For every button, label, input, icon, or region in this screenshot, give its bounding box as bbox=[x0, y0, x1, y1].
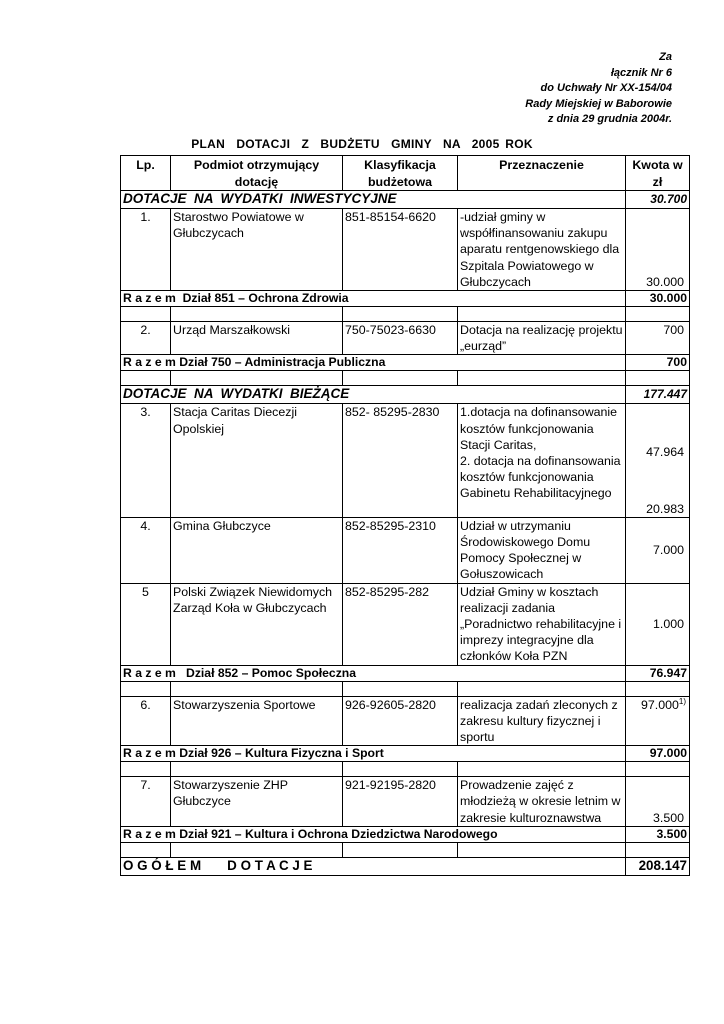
row-kwota: 7.000 bbox=[626, 517, 690, 583]
row-podmiot: Gmina Głubczyce bbox=[171, 517, 343, 583]
spacer-row bbox=[121, 371, 690, 386]
spacer-row bbox=[121, 762, 690, 777]
spacer-row bbox=[121, 842, 690, 857]
sum-amount: 700 bbox=[626, 355, 690, 371]
col-lp: Lp. bbox=[121, 156, 171, 191]
row-klasyfikacja: 852-85295-282 bbox=[343, 583, 458, 665]
row-kwota: 1.000 bbox=[626, 583, 690, 665]
section-label: DOTACJE NA WYDATKI BIEŻĄCE bbox=[121, 386, 626, 404]
sum-amount: 76.947 bbox=[626, 665, 690, 681]
sum-label bbox=[121, 665, 626, 681]
row-klasyfikacja: 852-85295-2310 bbox=[343, 517, 458, 583]
row-kwota: 30.000 bbox=[626, 209, 690, 291]
dzial-label: Dział 750 – Administracja Publiczna bbox=[179, 355, 386, 370]
col-klasyfikacja: Klasyfikacja budżetowa bbox=[343, 156, 458, 191]
kwota-value: 97.000 bbox=[640, 697, 679, 712]
page-title: PLAN DOTACJI Z BUDŻETU GMINY NA 2005 ROK bbox=[191, 137, 533, 151]
spacer-row bbox=[121, 681, 690, 696]
section-amount: 30.700 bbox=[626, 191, 690, 209]
row-lp: 4. bbox=[121, 517, 171, 583]
row-klasyfikacja: 851-85154-6620 bbox=[343, 209, 458, 291]
sum-row-852 bbox=[121, 665, 690, 681]
table-row bbox=[121, 209, 690, 291]
row-lp: 2. bbox=[121, 322, 171, 355]
kwota-part-2: 20.983 bbox=[646, 501, 684, 516]
ogolem-label: O G Ó Ł E M bbox=[123, 857, 202, 873]
row-przeznaczenie bbox=[458, 404, 626, 517]
row-lp: 7. bbox=[121, 777, 171, 827]
row-przeznaczenie: Udział w utrzymaniu Środowiskowego Domu Pomocy Społecznej w Gołuszowicach bbox=[458, 517, 626, 583]
row-przeznaczenie: Udział Gminy w kosztach realizacji zadania „Poradnictwo rehabilitacyjne i imprezy integracyjne dla członków Koła PZN bbox=[458, 583, 626, 665]
dzial-label: Dział 852 – Pomoc Społeczna bbox=[186, 665, 357, 680]
row-przeznaczenie: -udział gminy w współfinansowaniu zakupu aparatu rentgenowskiego dla Szpitala Powiatowego w Głubczycach bbox=[458, 209, 626, 291]
row-lp: 6. bbox=[121, 696, 171, 746]
row-kwota bbox=[626, 404, 690, 517]
sum-label bbox=[121, 355, 626, 371]
row-lp: 3. bbox=[121, 404, 171, 517]
table-row bbox=[121, 517, 690, 583]
spacer-row bbox=[121, 307, 690, 322]
sum-amount: 30.000 bbox=[626, 291, 690, 307]
header-line-4: Rady Miejskiej w Baborowie bbox=[525, 97, 672, 110]
row-przeznaczenie: Dotacja na realizację projektu „eurząd” bbox=[458, 322, 626, 355]
section-label: DOTACJE NA WYDATKI INWESTYCYJNE bbox=[121, 191, 626, 209]
row-kwota: 3.500 bbox=[626, 777, 690, 827]
row-podmiot: Stacja Caritas Diecezji Opolskiej bbox=[171, 404, 343, 517]
sum-label bbox=[121, 826, 626, 842]
dzial-label: Dział 921 – Kultura i Ochrona Dziedzictwa Narodowego bbox=[179, 826, 498, 841]
row-lp: 5 bbox=[121, 583, 171, 665]
sum-label bbox=[121, 746, 626, 762]
grand-total-amount: 208.147 bbox=[626, 857, 690, 875]
header-line-5: z dnia 29 grudnia 2004r. bbox=[547, 113, 672, 125]
footnote-marker: 1) bbox=[678, 696, 686, 706]
col-kwota: Kwota w zł bbox=[626, 156, 690, 191]
col-przeznaczenie: Przeznaczenie bbox=[458, 156, 626, 191]
grand-total-label bbox=[121, 857, 626, 875]
row-podmiot: Stowarzyszenie ZHP Głubczyce bbox=[171, 777, 343, 827]
table-row bbox=[121, 322, 690, 355]
row-klasyfikacja: 921-92195-2820 bbox=[343, 777, 458, 827]
row-podmiot: Starostwo Powiatowe w Głubczycach bbox=[171, 209, 343, 291]
sum-label bbox=[121, 291, 626, 307]
kwota-part-1: 47.964 bbox=[646, 445, 684, 460]
razem-label: R a z e m bbox=[123, 826, 176, 841]
dzial-label: Dział 851 – Ochrona Zdrowia bbox=[182, 291, 349, 306]
razem-label: R a z e m bbox=[123, 665, 176, 680]
table-row bbox=[121, 404, 690, 517]
row-klasyfikacja: 750-75023-6630 bbox=[343, 322, 458, 355]
row-przeznaczenie: Prowadzenie zajęć z młodzieżą w okresie letnim w zakresie kulturoznawstwa bbox=[458, 777, 626, 827]
sum-row-926 bbox=[121, 746, 690, 762]
table-row bbox=[121, 583, 690, 665]
przeznaczenie-part-2: 2. dotacja na dofinansowania kosztów funkcjonowania Gabinetu Rehabilitacyjnego bbox=[460, 454, 621, 501]
razem-label: R a z e m bbox=[123, 291, 176, 306]
razem-label: R a z e m bbox=[123, 746, 176, 761]
row-podmiot: Polski Związek Niewidomych Zarząd Koła w Głubczycach bbox=[171, 583, 343, 665]
sum-row-851 bbox=[121, 291, 690, 307]
grants-table bbox=[120, 155, 690, 876]
sum-row-921 bbox=[121, 826, 690, 842]
row-lp: 1. bbox=[121, 209, 171, 291]
table-row bbox=[121, 777, 690, 827]
section-amount: 177.447 bbox=[626, 386, 690, 404]
razem-label: R a z e m bbox=[123, 355, 176, 370]
dotacje-label: D O T A C J E bbox=[227, 857, 313, 873]
section-biezace bbox=[121, 386, 690, 404]
row-klasyfikacja: 926-92605-2820 bbox=[343, 696, 458, 746]
header-line-3: do Uchwały Nr XX-154/04 bbox=[540, 82, 672, 94]
row-przeznaczenie: realizacja zadań zleconych z zakresu kultury fizycznej i sportu bbox=[458, 696, 626, 746]
document-header bbox=[432, 50, 672, 128]
row-podmiot: Urząd Marszałkowski bbox=[171, 322, 343, 355]
header-line-2: łącznik Nr 6 bbox=[610, 66, 672, 79]
section-inwestycyjne bbox=[121, 191, 690, 209]
row-kwota: 700 bbox=[626, 322, 690, 355]
col-podmiot: Podmiot otrzymujący dotację bbox=[171, 156, 343, 191]
sum-row-750 bbox=[121, 355, 690, 371]
dzial-label: Dział 926 – Kultura Fizyczna i Sport bbox=[179, 746, 384, 761]
row-podmiot: Stowarzyszenia Sportowe bbox=[171, 696, 343, 746]
sum-amount: 97.000 bbox=[626, 746, 690, 762]
przeznaczenie-part-1: 1.dotacja na dofinansowanie kosztów funkcjonowania Stacji Caritas, bbox=[460, 405, 618, 452]
row-klasyfikacja: 852- 85295-2830 bbox=[343, 404, 458, 517]
header-line-1: Za bbox=[659, 51, 672, 63]
table-header-row bbox=[121, 156, 690, 191]
row-kwota bbox=[626, 696, 690, 746]
sum-amount: 3.500 bbox=[626, 826, 690, 842]
grand-total-row bbox=[121, 857, 690, 875]
table-row bbox=[121, 696, 690, 746]
